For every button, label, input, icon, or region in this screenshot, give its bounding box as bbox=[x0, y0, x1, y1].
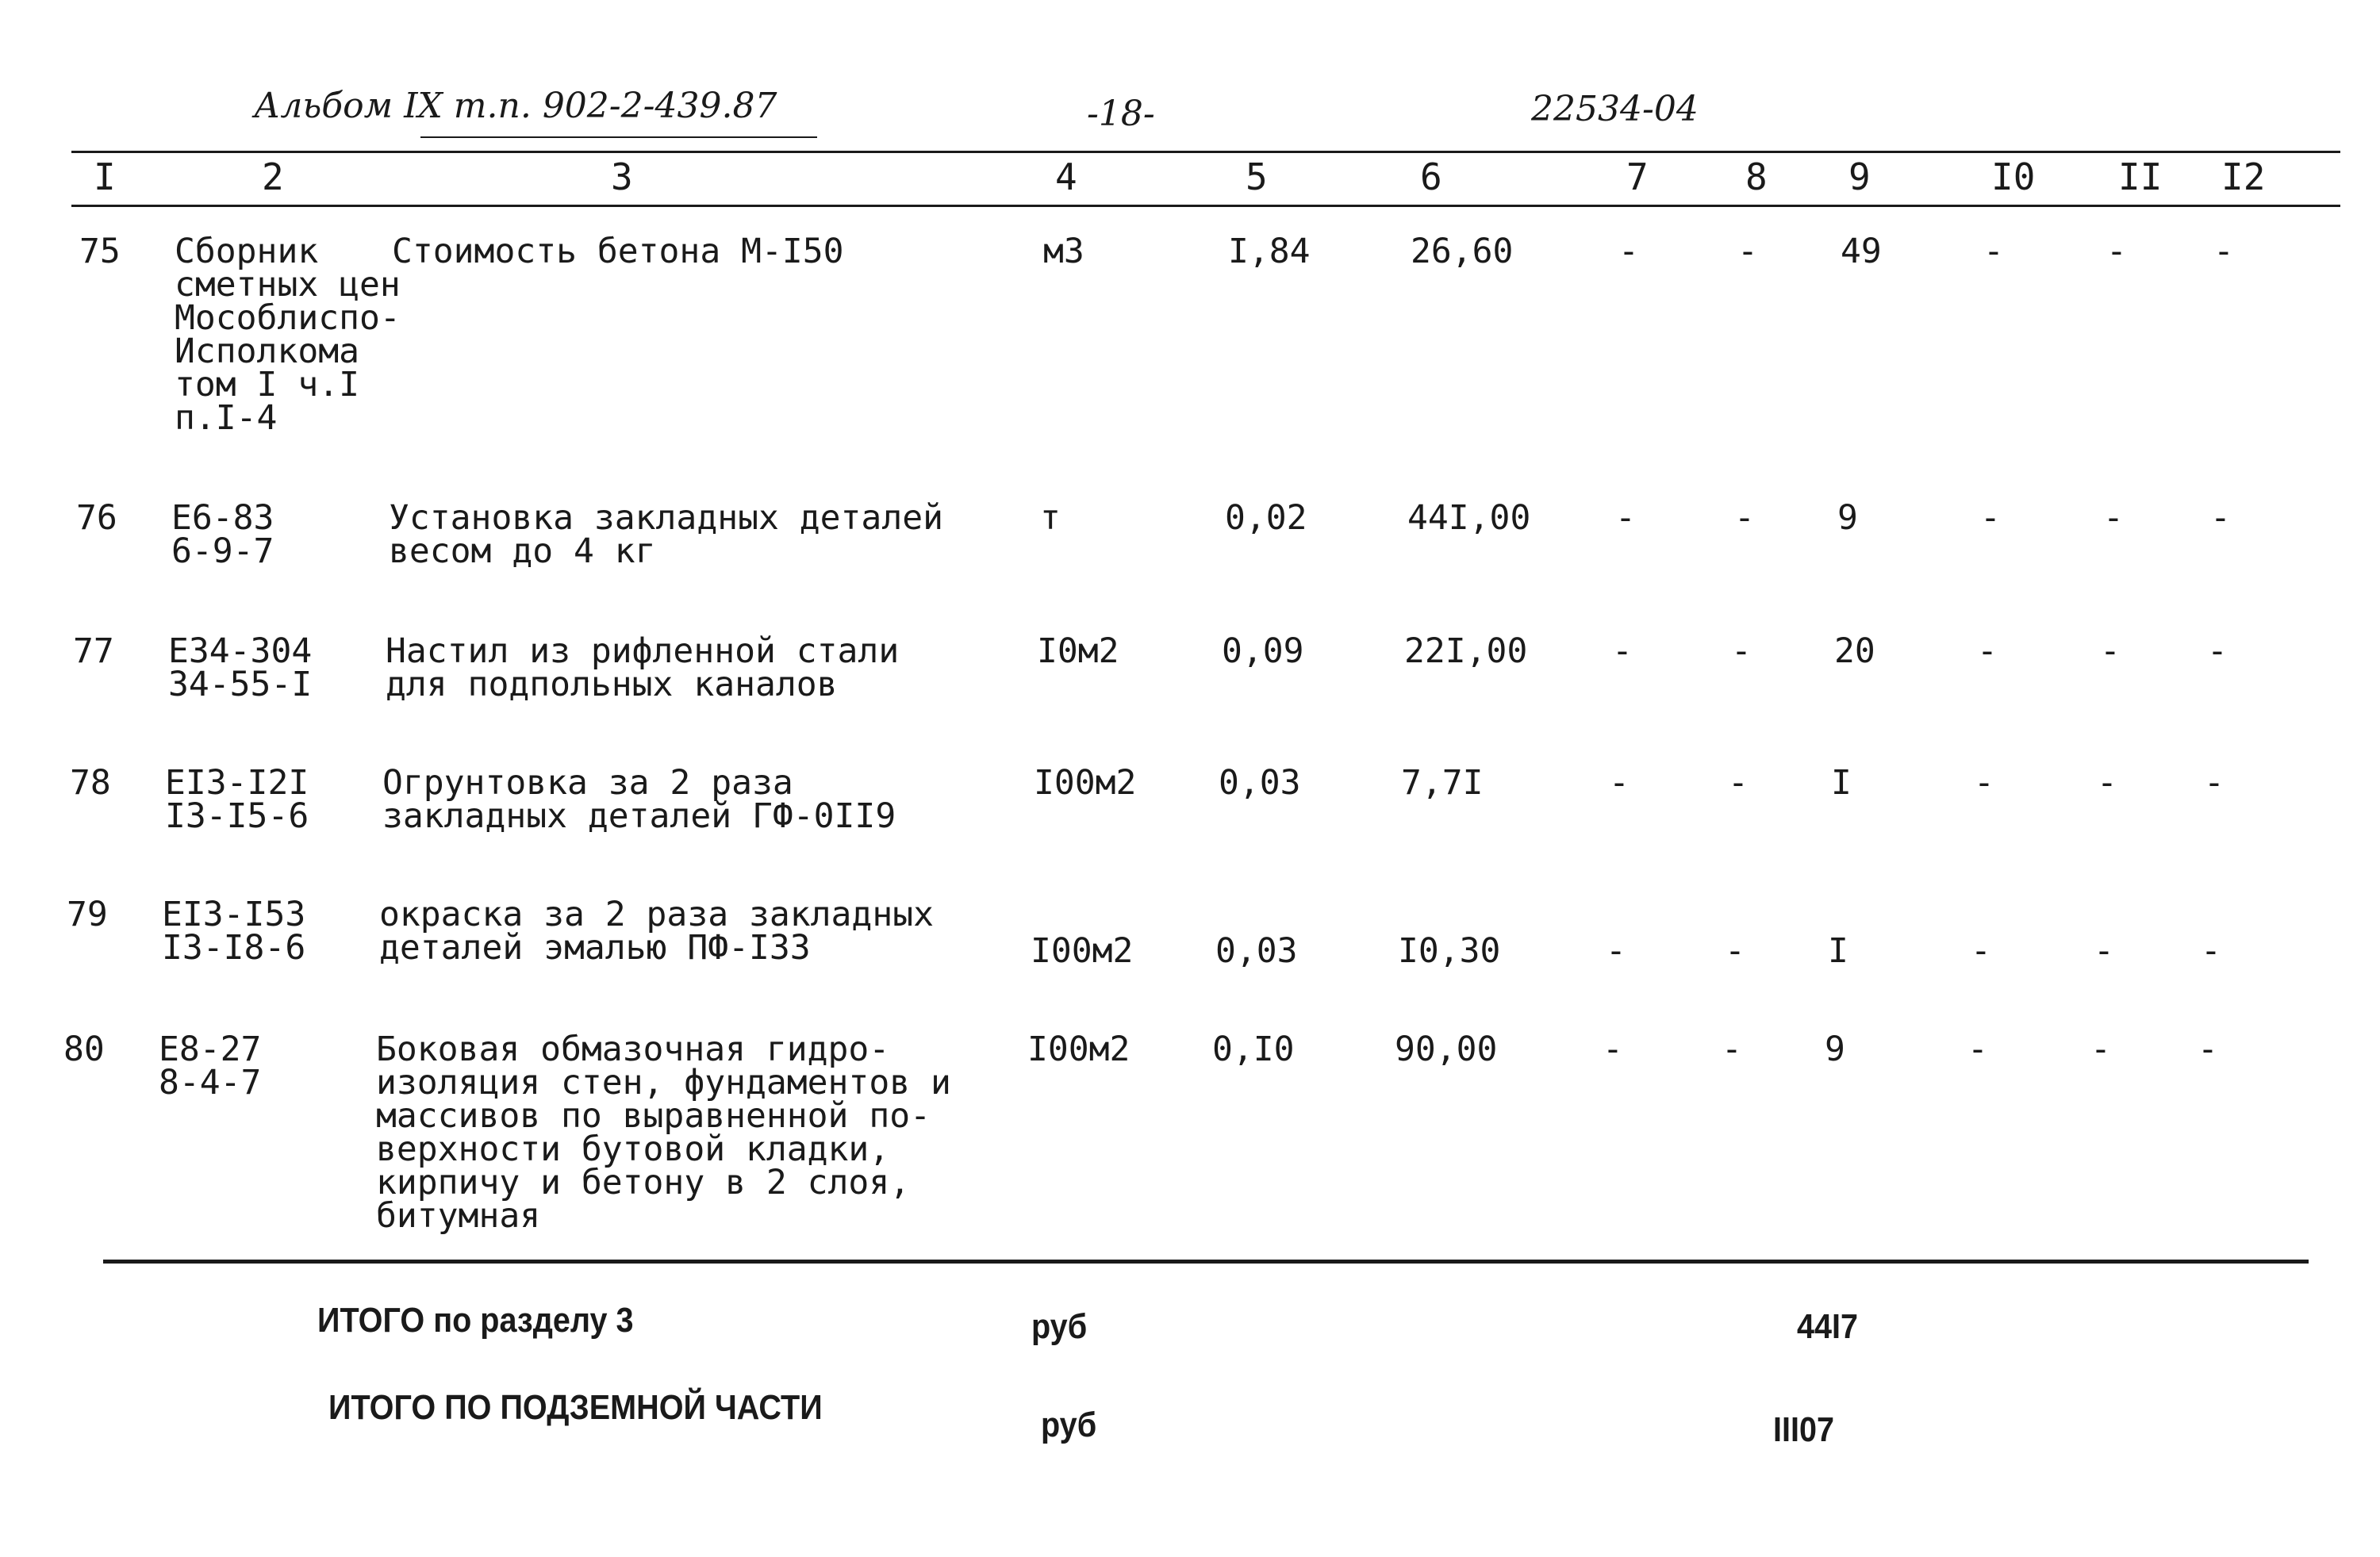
row-col9: 49 bbox=[1841, 232, 1882, 271]
row-description: Установка закладных деталей весом до 4 кг bbox=[389, 498, 943, 571]
row-reference: Е6-83 6-9-7 bbox=[171, 498, 274, 571]
document-code: 22534-04 bbox=[1531, 89, 1699, 129]
row-col12: - bbox=[2198, 1030, 2218, 1069]
row-col7: - bbox=[1606, 931, 1626, 971]
page-number: -18- bbox=[1087, 94, 1155, 134]
row-unit: I00м2 bbox=[1034, 763, 1137, 803]
column-header-12: I2 bbox=[2221, 155, 2266, 198]
album-underline bbox=[420, 136, 817, 138]
column-header-3: 3 bbox=[611, 155, 633, 198]
row-col11: - bbox=[2097, 763, 2117, 803]
row-description: Стоимость бетона М-I50 bbox=[392, 232, 844, 271]
row-col8: - bbox=[1731, 631, 1752, 671]
row-price: 44I,00 bbox=[1407, 498, 1531, 538]
row-quantity: 0,03 bbox=[1215, 931, 1298, 971]
row-reference: ЕI3-I2I I3-I5-6 bbox=[165, 763, 309, 836]
row-description: окраска за 2 раза закладных деталей эмалью ПФ-I33 bbox=[379, 895, 934, 968]
row-col7: - bbox=[1618, 232, 1639, 271]
row-col8: - bbox=[1725, 931, 1745, 971]
row-col10: - bbox=[1974, 763, 1994, 803]
row-reference: Сборник сметных цен Мособлиспо- Исполкома том I ч.I п.I-4 bbox=[175, 232, 401, 438]
row-col7: - bbox=[1603, 1030, 1623, 1069]
row-price: 7,7I bbox=[1401, 763, 1484, 803]
row-reference: Е8-27 8-4-7 bbox=[159, 1030, 262, 1103]
row-col9: 9 bbox=[1837, 498, 1858, 538]
column-header-2: 2 bbox=[262, 155, 284, 198]
row-col11: - bbox=[2100, 631, 2121, 671]
row-number: 80 bbox=[63, 1030, 105, 1069]
total-label: ИТОГО по разделу 3 bbox=[317, 1301, 634, 1340]
row-unit: I00м2 bbox=[1027, 1030, 1130, 1069]
column-header-8: 8 bbox=[1745, 155, 1768, 198]
column-header-9: 9 bbox=[1848, 155, 1871, 198]
row-col11: - bbox=[2094, 931, 2114, 971]
row-reference: ЕI3-I53 I3-I8-6 bbox=[162, 895, 306, 968]
row-unit: м3 bbox=[1043, 232, 1084, 271]
row-description: Настил из рифленной стали для подпольных каналов bbox=[386, 631, 900, 704]
row-unit: I00м2 bbox=[1031, 931, 1134, 971]
row-description: Боковая обмазочная гидро- изоляция стен, фундаментов и массивов по выравненной по- верхности бутовой кладки, кирпичу и бетону в 2 слоя, битумная bbox=[376, 1030, 951, 1236]
row-quantity: 0,03 bbox=[1219, 763, 1301, 803]
column-header-1: I bbox=[94, 155, 116, 198]
row-number: 75 bbox=[79, 232, 121, 271]
table-bottom-rule bbox=[103, 1260, 2309, 1264]
row-col8: - bbox=[1734, 498, 1755, 538]
row-price: 26,60 bbox=[1411, 232, 1514, 271]
header-rule-bottom bbox=[71, 205, 2340, 207]
row-col10: - bbox=[1967, 1030, 1988, 1069]
row-col12: - bbox=[2207, 631, 2228, 671]
row-col8: - bbox=[1737, 232, 1758, 271]
column-header-6: 6 bbox=[1420, 155, 1442, 198]
total-unit: руб bbox=[1041, 1406, 1097, 1444]
row-number: 76 bbox=[76, 498, 117, 538]
row-quantity: 0,I0 bbox=[1212, 1030, 1295, 1069]
row-col12: - bbox=[2210, 498, 2231, 538]
column-header-11: II bbox=[2118, 155, 2163, 198]
album-reference: Альбом IX т.п. 902-2-439.87 bbox=[254, 86, 777, 126]
row-col9: 20 bbox=[1834, 631, 1875, 671]
row-col11: - bbox=[2090, 1030, 2111, 1069]
column-header-7: 7 bbox=[1626, 155, 1649, 198]
row-description: Огрунтовка за 2 раза закладных деталей ГФ-0II9 bbox=[382, 763, 896, 836]
row-price: 22I,00 bbox=[1404, 631, 1528, 671]
row-col8: - bbox=[1728, 763, 1749, 803]
row-col11: - bbox=[2106, 232, 2127, 271]
column-header-4: 4 bbox=[1055, 155, 1077, 198]
row-col11: - bbox=[2103, 498, 2124, 538]
row-quantity: 0,09 bbox=[1222, 631, 1304, 671]
row-col7: - bbox=[1609, 763, 1630, 803]
total-unit: руб bbox=[1031, 1307, 1088, 1346]
total-value: 44I7 bbox=[1797, 1307, 1859, 1346]
row-col9: 9 bbox=[1825, 1030, 1845, 1069]
column-header-10: I0 bbox=[1991, 155, 2036, 198]
column-header-5: 5 bbox=[1246, 155, 1268, 198]
row-col7: - bbox=[1612, 631, 1633, 671]
row-number: 77 bbox=[73, 631, 114, 671]
total-label: ИТОГО ПО ПОДЗЕМНОЙ ЧАСТИ bbox=[328, 1388, 823, 1427]
row-quantity: I,84 bbox=[1228, 232, 1311, 271]
row-price: I0,30 bbox=[1398, 931, 1501, 971]
total-value: III07 bbox=[1773, 1410, 1835, 1449]
row-col8: - bbox=[1722, 1030, 1742, 1069]
row-col10: - bbox=[1977, 631, 1998, 671]
row-col12: - bbox=[2213, 232, 2234, 271]
row-col7: - bbox=[1615, 498, 1636, 538]
row-number: 79 bbox=[67, 895, 108, 934]
row-unit: т bbox=[1040, 498, 1061, 538]
row-reference: Е34-304 34-55-I bbox=[168, 631, 313, 704]
row-col9: I bbox=[1831, 763, 1852, 803]
header-rule-top bbox=[71, 151, 2340, 153]
row-quantity: 0,02 bbox=[1225, 498, 1307, 538]
row-col10: - bbox=[1983, 232, 2004, 271]
row-unit: I0м2 bbox=[1037, 631, 1119, 671]
row-col10: - bbox=[1971, 931, 1991, 971]
row-col10: - bbox=[1980, 498, 2001, 538]
row-col12: - bbox=[2204, 763, 2225, 803]
row-col12: - bbox=[2201, 931, 2221, 971]
row-col9: I bbox=[1828, 931, 1848, 971]
row-price: 90,00 bbox=[1395, 1030, 1498, 1069]
row-number: 78 bbox=[70, 763, 111, 803]
